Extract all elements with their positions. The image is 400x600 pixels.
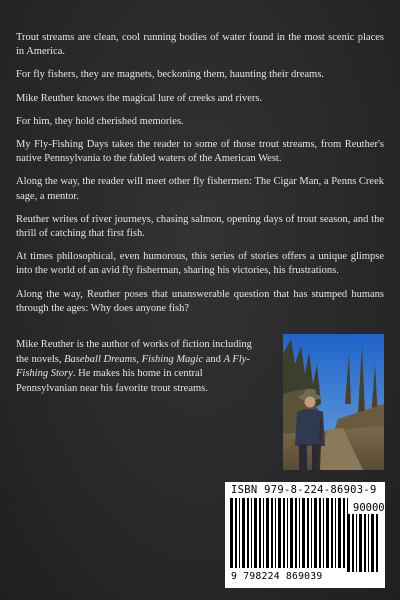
book-title-1: Baseball Dreams, Fishing Magic	[64, 353, 204, 365]
blurb-paragraph: For him, they hold cherished memories.	[16, 115, 184, 127]
author-photo-image	[283, 334, 384, 470]
barcode-digits: 9 798224 869039	[231, 571, 323, 582]
author-photo	[283, 334, 384, 470]
blurb-paragraph: Reuther writes of river journeys, chasing salmon, opening days of trout season, and the thrill of catching that first fish.	[16, 213, 384, 240]
bio-text-3: . He makes his home in central Pennsylvanian near his favorite trout streams.	[16, 368, 208, 394]
bio-text-1: Mike Reuther is the author of works of fiction including the novels,	[16, 339, 252, 365]
blurb-paragraph: Trout streams are clean, cool running bodies of water found in the most scenic places in America.	[16, 32, 384, 58]
barcode-addon-icon	[347, 514, 381, 572]
bio-text-2: and	[203, 353, 224, 365]
isbn-label: ISBN 979-8-224-86903-9	[231, 484, 377, 496]
blurb	[16, 31, 384, 325]
blurb-paragraph: For fly fishers, they are magnets, beckoning them, haunting their dreams.	[16, 69, 324, 81]
author-bio-text	[16, 338, 266, 396]
blurb-paragraph: At times philosophical, even humorous, this series of stories offers a unique glimpse into the world of an avid fly fisherman, sharing his victories, his frustrations.	[16, 251, 384, 277]
blurb-paragraph: Mike Reuther knows the magical lure of creeks and rivers.	[16, 92, 263, 104]
book-title-2: A Fly-Fishing Story	[16, 353, 250, 379]
blurb-paragraph: Along the way, the reader will meet other fly fishermen: The Cigar Man, a Penns Creek sage, a mentor.	[16, 176, 384, 202]
price-code: 90000	[353, 502, 385, 514]
blurb-paragraph: My Fly-Fishing Days takes the reader to some of those trout streams, from Reuther's native Pennsylvania to the fabled waters of the American West.	[16, 139, 384, 165]
isbn-barcode	[225, 482, 385, 588]
author-bio	[16, 338, 266, 396]
barcode-main-icon	[230, 498, 350, 568]
blurb-paragraph: Along the way, Reuther poses that unanswerable question that has stumped humans through the ages: Why does anyone fish?	[16, 288, 384, 314]
